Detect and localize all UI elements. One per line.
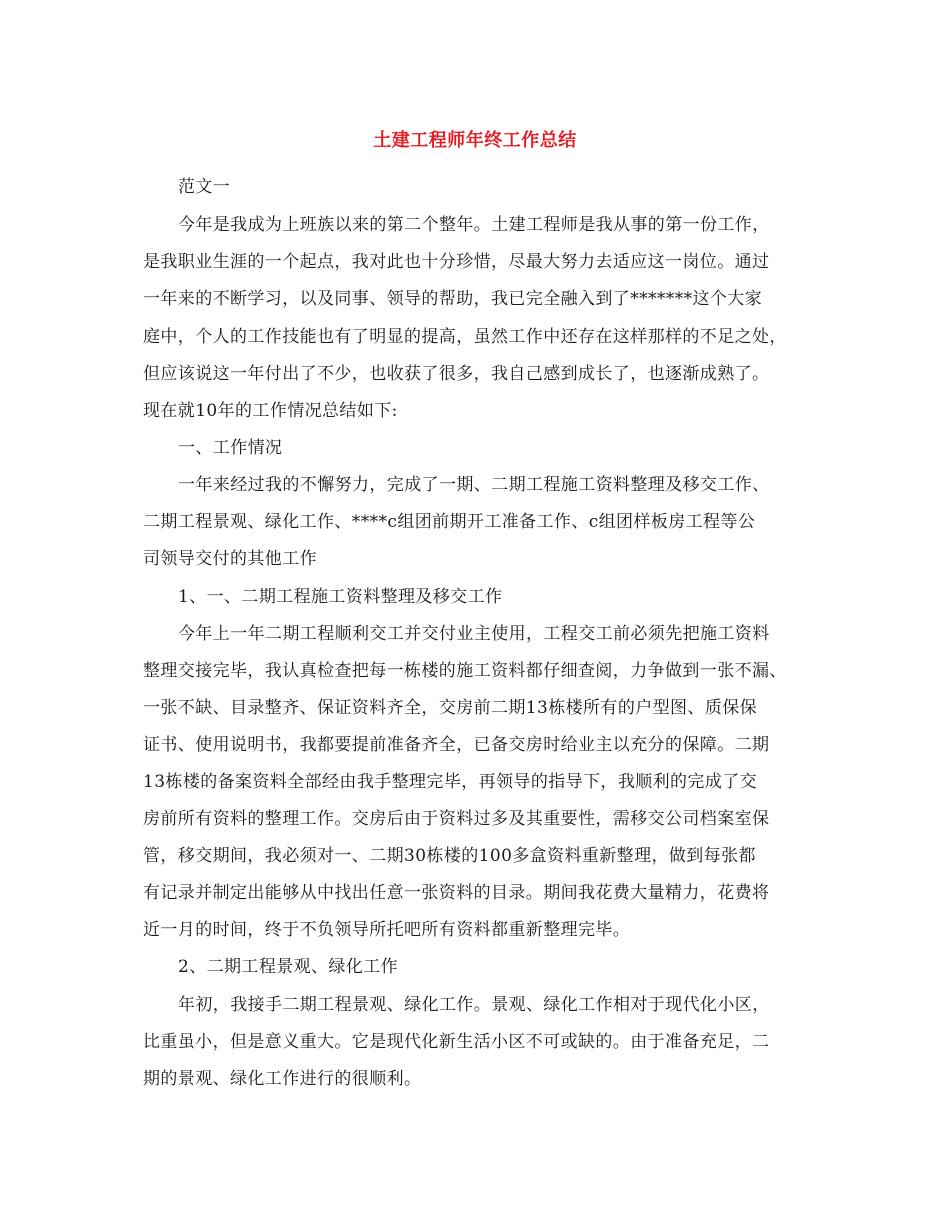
paragraph-line: 管，移交期间，我必须对一、二期30栋楼的100多盒资料重新整理，做到每张都 xyxy=(143,846,756,866)
section-heading-sample: 范文一 xyxy=(178,177,231,197)
paragraph-line: 二期工程景观、绿化工作、****c组团前期开工准备工作、c组团样板房工程等公 xyxy=(143,512,756,532)
paragraph-line: 庭中，个人的工作技能也有了明显的提高，虽然工作中还存在这样那样的不足之处， xyxy=(143,327,787,347)
section-heading: 一、工作情况 xyxy=(178,438,283,458)
paragraph-line: 今年上一年二期工程顺利交工并交付业主使用，工程交工前必须先把施工资料 xyxy=(178,624,770,644)
paragraph-line: 一年来的不断学习，以及同事、领导的帮助，我已完全融入到了*******这个大家 xyxy=(143,289,763,309)
paragraph-line: 一年来经过我的不懈努力，完成了一期、二期工程施工资料整理及移交工作、 xyxy=(178,475,770,495)
paragraph-line: 13栋楼的备案资料全部经由我手整理完毕，再领导的指导下，我顺利的完成了交 xyxy=(143,772,758,792)
paragraph-line: 一张不缺、目录整齐、保证资料齐全，交房前二期13栋楼所有的户型图、质保保 xyxy=(143,698,758,718)
paragraph-line: 证书、使用说明书，我都要提前准备齐全，已备交房时给业主以充分的保障。二期 xyxy=(143,735,770,755)
paragraph-line: 现在就10年的工作情况总结如下: xyxy=(143,401,398,421)
document-title: 土建工程师年终工作总结 xyxy=(373,130,577,151)
paragraph-line: 但应该说这一年付出了不少，也收获了很多，我自己感到成长了，也逐渐成熟了。 xyxy=(143,364,770,384)
paragraph-line: 整理交接完毕，我认真检查把每一栋楼的施工资料都仔细查阅，力争做到一张不漏、 xyxy=(143,661,787,681)
subsection-heading: 1、一、二期工程施工资料整理及移交工作 xyxy=(178,587,503,607)
paragraph-line: 期的景观、绿化工作进行的很顺利。 xyxy=(143,1069,422,1089)
subsection-heading: 2、二期工程景观、绿化工作 xyxy=(178,957,399,977)
paragraph-line: 近一月的时间，终于不负领导所托吧所有资料都重新整理完毕。 xyxy=(143,920,631,940)
paragraph-line: 今年是我成为上班族以来的第二个整年。土建工程师是我从事的第一份工作， xyxy=(178,215,770,235)
paragraph-line: 年初，我接手二期工程景观、绿化工作。景观、绿化工作相对于现代化小区， xyxy=(178,995,770,1015)
paragraph-line: 房前所有资料的整理工作。交房后由于资料过多及其重要性，需移交公司档案室保 xyxy=(143,809,770,829)
paragraph-line: 有记录并制定出能够从中找出任意一张资料的目录。期间我花费大量精力，花费将 xyxy=(143,883,770,903)
paragraph-line: 比重虽小，但是意义重大。它是现代化新生活小区不可或缺的。由于准备充足，二 xyxy=(143,1032,770,1052)
paragraph-line: 是我职业生涯的一个起点，我对此也十分珍惜，尽最大努力去适应这一岗位。通过 xyxy=(143,252,770,272)
paragraph-line: 司领导交付的其他工作 xyxy=(143,549,317,569)
